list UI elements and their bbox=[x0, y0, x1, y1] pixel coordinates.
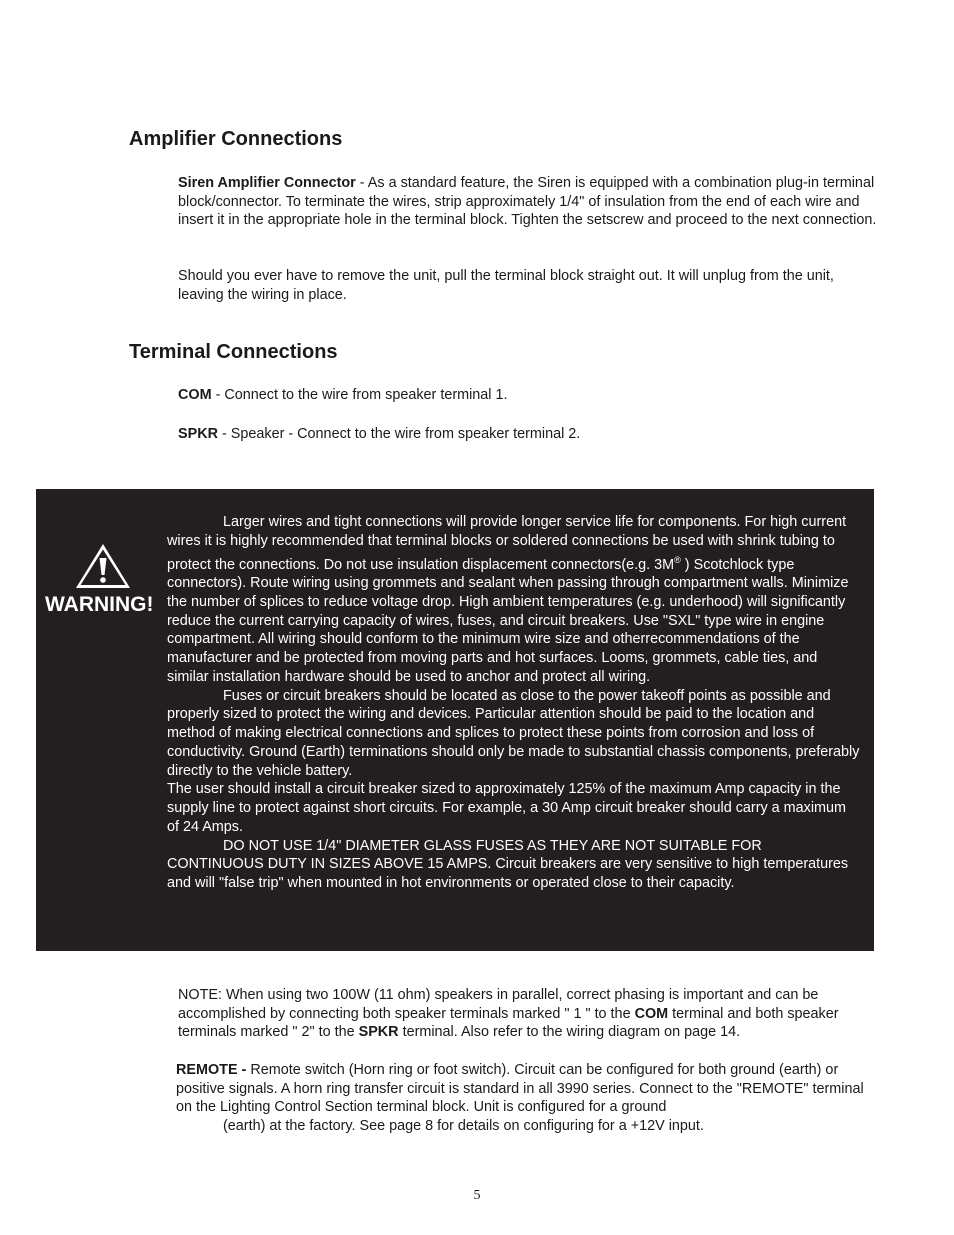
registered-mark: ® bbox=[674, 554, 681, 565]
note-text-c: terminal. Also refer to the wiring diagram on page 14. bbox=[398, 1024, 741, 1041]
warning-p4: DO NOT USE 1/4" DIAMETER GLASS FUSES AS THEY ARE NOT SUITABLE FOR CONTINUOUS DUTY IN SIZES ABOVE 15 AMPS. Circuit breakers are very sensitive to high temperatures and will "false trip" when mounted in hot environments or operated close to their capacity. bbox=[167, 837, 849, 892]
remote-paragraph-continued: (earth) at the factory. See page 8 for details on configuring for a +12V input. bbox=[223, 1118, 704, 1134]
warning-p1a: Larger wires and tight connections will provide longer service life for components. For high current wires it is highly recommended that terminal blocks or soldered connections be used with shrink tubing to protect the connections. Do not use insulation displacement connectors(e.g. 3M bbox=[167, 514, 847, 573]
section-heading-amplifier: Amplifier Connections bbox=[129, 128, 343, 150]
remote-text: Remote switch (Horn ring or foot switch). Circuit can be configured for both ground (earth) or positive signals. A horn ring transfer circuit is standard in all 3990 series. Connect to the "REMOTE" terminal on the Lighting Control Section terminal block. Unit is configured for a ground bbox=[176, 1062, 864, 1116]
connector-text: - As a standard feature, the Siren is equipped with a combination plug-in terminal block/connector. To terminate the wires, strip approximately 1/4" of insulation from the end of each wire and insert it in the appropriate hole in the terminal block. Tighten the setscrew and proceed to the next connection. bbox=[178, 175, 877, 229]
warning-triangle-icon bbox=[73, 541, 133, 591]
warning-p1b: ) Scotchlock type connectors). Route wiring using grommets and sealant when passing through compartment walls. Minimize the number of splices to reduce voltage drop. High ambient temperatures (e.g. underhood) will significantly reduce the current carrying capacity of wires, fuses, and circuit breakers. Use "SXL" type wire in engine compartment. All wiring should conform to the minimum wire size and otherrecommendations of the manufacturer and be protected from moving parts and hot surfaces. Looms, grommets, cable ties, and similar installation hardware should be used to anchor and protect all wiring. bbox=[167, 556, 849, 685]
connector-label: Siren Amplifier Connector bbox=[178, 175, 356, 191]
note-text-b: terminal and both speaker terminals marked " 2" to the bbox=[178, 1005, 839, 1041]
remove-unit-paragraph: Should you ever have to remove the unit, pull the terminal block straight out. It will unplug from the unit, leaving the wiring in place. bbox=[178, 268, 834, 303]
note-text-a: NOTE: When using two 100W (11 ohm) speakers in parallel, correct phasing is important and can be accomplished by connecting both speaker terminals marked " 1 " to the bbox=[178, 987, 819, 1022]
spkr-label: SPKR bbox=[178, 426, 218, 442]
warning-paragraph-3: The user should install a circuit breaker sized to approximately 125% of the maximum Amp capacity in the supply line to protect against short circuits. For example, a 30 Amp circuit breaker should carry a maximum of 24 Amps. bbox=[167, 781, 847, 835]
warning-paragraph-2 bbox=[167, 687, 862, 781]
com-label: COM bbox=[178, 387, 212, 403]
com-text: - Connect to the wire from speaker terminal 1. bbox=[211, 387, 508, 403]
spkr-text: - Speaker - Connect to the wire from speaker terminal 2. bbox=[217, 426, 581, 442]
spkr-paragraph bbox=[178, 425, 878, 444]
note-spkr: SPKR bbox=[358, 1024, 399, 1041]
warning-paragraph-1 bbox=[167, 513, 862, 687]
amplifier-connector-paragraph bbox=[178, 174, 878, 230]
warning-p2: Fuses or circuit breakers should be located as close to the power takeoff points as possible and properly sized to protect the wiring and devices. Particular attention should be paid to the location and method of making electrical connections and splices to protect these points from corrosion and loss of conductivity. Ground (Earth) terminations should only be made to substantial chassis components, preferably directly to the vehicle battery. bbox=[167, 687, 860, 779]
section-heading-terminal: Terminal Connections bbox=[129, 341, 338, 363]
warning-paragraph-4 bbox=[167, 837, 862, 893]
remote-label: REMOTE - bbox=[176, 1062, 251, 1078]
page-number: 5 bbox=[473, 1188, 481, 1203]
com-paragraph bbox=[178, 386, 878, 405]
remote-paragraph bbox=[176, 1061, 866, 1117]
warning-text bbox=[167, 513, 862, 893]
note-paragraph bbox=[178, 986, 868, 1042]
note-com: COM bbox=[634, 1005, 669, 1022]
warning-label: WARNING! bbox=[45, 593, 154, 616]
